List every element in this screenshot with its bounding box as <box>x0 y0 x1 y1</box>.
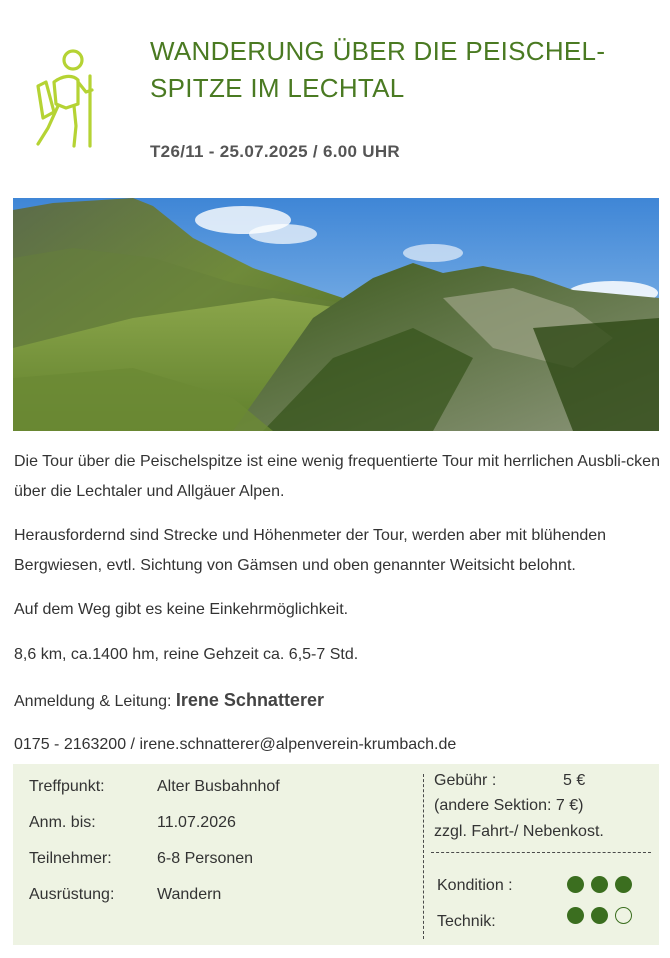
rating-dot-filled <box>591 907 608 924</box>
description-paragraph-1: Die Tour über die Peischelspitze ist eine wenig frequentierte Tour mit herrlichen Ausbli-cken über die Lechtaler und Allgäuer Alpen. <box>14 453 660 500</box>
info-key: Anm. bis: <box>29 814 96 831</box>
kondition-label: Kondition : <box>437 877 513 894</box>
description-paragraph-2: Herausfordernd sind Strecke und Höhenmeter der Tour, werden aber mit blühenden Bergwiesen, evtl. Sichtung von Gämsen und oben genannter Weitsicht belohnt. <box>14 527 607 574</box>
info-value: Alter Busbahnhof <box>157 778 280 795</box>
rating-dot-empty <box>615 907 632 924</box>
rating-dot-filled <box>567 876 584 893</box>
info-value: 6-8 Personen <box>157 850 254 867</box>
info-box <box>13 764 659 945</box>
rating-dot-filled <box>567 907 584 924</box>
fee-value: 5 € <box>563 772 586 789</box>
contact-line: 0175 - 2163200 / irene.schnatterer@alpenverein-krumbach.de <box>14 736 457 753</box>
technik-rating <box>567 907 632 924</box>
fee-extra-costs: zzgl. Fahrt-/ Nebenkost. <box>434 823 604 840</box>
tour-stats: 8,6 km, ca.1400 hm, reine Gehzeit ca. 6,5-7 Std. <box>14 646 359 663</box>
info-value: Wandern <box>157 886 222 903</box>
fee-label: Gebühr : <box>434 772 497 789</box>
fee-other-section: (andere Sektion: 7 €) <box>434 797 584 814</box>
hiker-icon <box>28 46 104 150</box>
info-key: Treffpunkt: <box>29 778 105 795</box>
tour-meta: T26/11 - 25.07.2025 / 6.00 UHR <box>150 142 400 161</box>
technik-label: Technik: <box>437 913 496 930</box>
info-key: Teilnehmer: <box>29 850 112 867</box>
mountain-ridge-photo <box>13 198 659 431</box>
info-key: Ausrüstung: <box>29 886 115 903</box>
rating-dot-filled <box>591 876 608 893</box>
rating-dot-filled <box>615 876 632 893</box>
description-paragraph-3: Auf dem Weg gibt es keine Einkehrmöglichkeit. <box>14 601 349 618</box>
lead-name: Irene Schnatterer <box>175 690 324 710</box>
lead-label: Anmeldung & Leitung: <box>14 693 172 710</box>
info-value: 11.07.2026 <box>157 814 236 831</box>
lead-line <box>14 685 660 717</box>
vertical-divider <box>423 774 424 939</box>
horizontal-divider <box>431 852 651 853</box>
kondition-rating <box>567 876 632 893</box>
page-title: WANDERUNG ÜBER DIE PEISCHEL- SPITZE IM LECHTAL <box>150 36 606 103</box>
